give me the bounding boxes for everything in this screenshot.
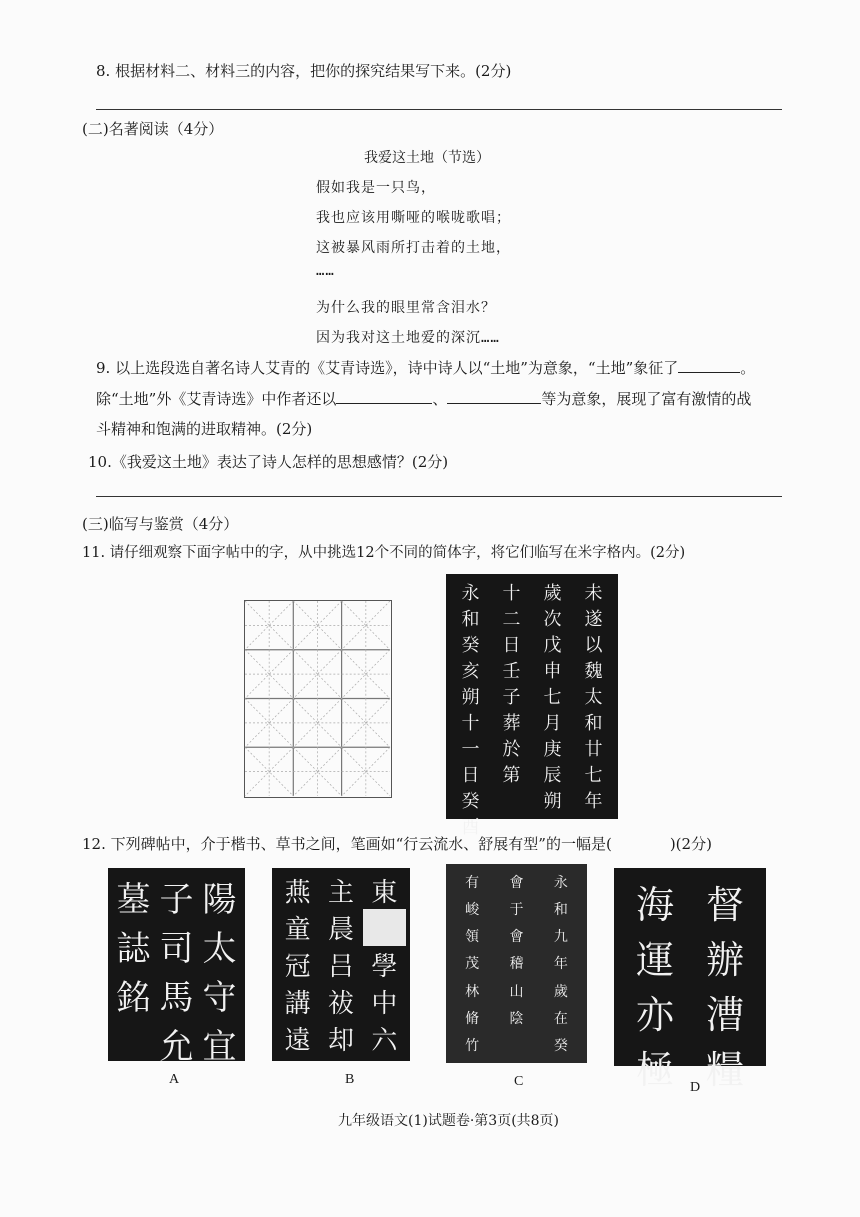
option-a-char: 太	[202, 929, 237, 969]
option-c-char: 永	[553, 874, 568, 891]
option-d-char: 極	[635, 1048, 674, 1092]
option-b-char: 遠	[284, 1026, 311, 1056]
option-c-char: 竹	[465, 1038, 480, 1055]
q9-text-1: 9. 以上选段选自著名诗人艾青的《艾青诗选》，诗中诗人以“土地”为意象，“土地”象征了	[96, 359, 679, 377]
option-b-char: 六	[371, 1026, 398, 1056]
option-b-char: 童	[284, 915, 311, 945]
practice-grid-lines	[245, 601, 390, 796]
poem-line-2: 我也应该用嘶哑的喉咙歌唱；	[316, 210, 511, 226]
question-9-line-3: 斗精神和饱满的进取精神。(2分)	[96, 420, 313, 438]
copybook-char: 年	[584, 791, 603, 812]
page-footer: 九年级语文(1)试题卷·第3页(共8页)	[338, 1113, 560, 1129]
copybook-char: 癸	[461, 791, 480, 812]
q12-answer-slot[interactable]	[612, 835, 670, 849]
option-a-char: 銘	[116, 978, 151, 1018]
q9-sep: 、	[432, 390, 448, 408]
option-c-char	[494, 1032, 538, 1059]
poem-line-6: 因为我对这土地爱的深沉……	[316, 330, 500, 346]
copybook-char: 朔	[461, 687, 480, 708]
copybook-char: 於	[502, 739, 521, 760]
section-3-heading: (三)临写与鉴赏（4分）	[82, 515, 239, 533]
option-a-label: A	[169, 1072, 180, 1087]
copybook-char: 十	[502, 583, 521, 604]
copybook-char: 辰	[543, 765, 562, 786]
q9-text-2b: 等为意象，展现了富有激情的战	[541, 390, 752, 408]
answer-line-10[interactable]	[96, 496, 782, 497]
option-a-char: 誌	[116, 929, 151, 969]
copybook-char: 廿	[584, 739, 603, 760]
option-c-char: 會	[509, 929, 524, 946]
copybook-char: 日	[461, 765, 480, 786]
copybook-char: 酉	[461, 817, 480, 838]
section-2-heading: (二)名著阅读（4分）	[82, 120, 224, 138]
copybook-char: 日	[502, 635, 521, 656]
copybook-char: 以	[584, 635, 603, 656]
option-b-char: 晨	[327, 915, 354, 945]
copybook-char: 魏	[584, 661, 603, 682]
poem-line-5: 为什么我的眼里常含泪水？	[316, 300, 496, 316]
option-c-char: 陰	[509, 1011, 524, 1028]
copybook-char: 次	[543, 609, 562, 630]
option-c-char: 領	[465, 929, 480, 946]
q9-blank-3[interactable]	[447, 389, 541, 404]
option-b-char: 東	[371, 878, 398, 908]
option-c-label: C	[514, 1074, 524, 1089]
q9-blank-1[interactable]	[678, 358, 740, 373]
copybook-char: 遂	[584, 609, 603, 630]
option-c-char: 于	[509, 901, 524, 918]
option-a-char: 墓	[116, 880, 151, 920]
option-d-char: 糧	[705, 1048, 744, 1092]
copybook-char: 二	[502, 609, 521, 630]
copybook-char: 朔	[543, 791, 562, 812]
option-c-char: 林	[465, 983, 480, 1000]
copybook-char: 永	[461, 583, 480, 604]
option-c-char: 山	[509, 983, 524, 1000]
option-a-char: 允	[159, 1027, 194, 1067]
question-9-line-1	[96, 357, 755, 379]
copybook-char: 亥	[461, 661, 480, 682]
option-b-char: 主	[327, 878, 354, 908]
option-a-char: 馬	[159, 978, 194, 1018]
option-d-char: 督	[705, 883, 744, 927]
question-12	[82, 833, 712, 855]
copybook-char: 一	[461, 739, 480, 760]
option-d-image[interactable]	[614, 868, 766, 1092]
option-d-label: D	[690, 1080, 701, 1095]
option-b-label: B	[345, 1072, 355, 1087]
copybook-image	[446, 574, 618, 838]
option-a-char: 子	[159, 880, 194, 920]
question-8: 8. 根据材料二、材料三的内容，把你的探究结果写下来。(2分)	[96, 62, 512, 80]
question-9-line-2	[96, 388, 751, 410]
option-b-char: 吕	[327, 952, 354, 982]
copybook-char: 七	[584, 765, 603, 786]
question-10: 10.《我爱这土地》表达了诗人怎样的思想感情？(2分)	[88, 453, 449, 471]
option-b-image[interactable]	[272, 868, 410, 1061]
option-d-char: 運	[635, 938, 674, 982]
question-11: 11. 请仔细观察下面字帖中的字，从中挑选12个不同的简体字，将它们临写在米字格内。(2分)	[82, 545, 686, 561]
option-b-char	[363, 909, 406, 946]
copybook-char	[491, 787, 532, 813]
option-d-char: 亦	[635, 993, 674, 1037]
poem-line-1: 假如我是一只鸟，	[316, 180, 436, 196]
option-c-char: 有	[465, 874, 480, 891]
q9-text-2a: 除“土地”外《艾青诗选》中作者还以	[96, 390, 337, 408]
copybook-char: 庚	[543, 739, 562, 760]
option-c-char: 年	[553, 956, 568, 973]
option-c-char: 稽	[509, 956, 524, 973]
option-c-char: 茂	[465, 956, 480, 973]
practice-grid[interactable]	[244, 600, 392, 798]
copybook-char: 和	[461, 609, 480, 630]
copybook-char: 葬	[502, 713, 521, 734]
option-d-char: 海	[635, 883, 674, 927]
option-c-image[interactable]	[446, 864, 587, 1063]
q9-blank-2[interactable]	[336, 389, 432, 404]
copybook-char: 第	[502, 765, 521, 786]
option-c-char: 峻	[465, 901, 480, 918]
copybook-char: 和	[584, 713, 603, 734]
option-c-char: 九	[553, 929, 568, 946]
copybook-char: 癸	[461, 635, 480, 656]
option-c-char: 在	[553, 1011, 568, 1028]
copybook-char: 申	[543, 661, 562, 682]
option-a-char: 守	[202, 978, 237, 1018]
option-c-char: 癸	[553, 1038, 568, 1055]
copybook-char: 太	[584, 687, 603, 708]
option-b-char: 冠	[284, 952, 311, 982]
copybook-char: 壬	[502, 661, 521, 682]
copybook-char: 未	[584, 583, 603, 604]
copybook-char: 十	[461, 713, 480, 734]
copybook-char: 七	[543, 687, 562, 708]
option-b-char: 却	[327, 1026, 354, 1056]
poem-line-3: 这被暴风雨所打击着的土地，	[316, 240, 511, 256]
option-c-char: 歲	[553, 983, 568, 1000]
option-a-char	[112, 1019, 155, 1068]
option-c-char: 會	[509, 874, 524, 891]
option-a-char: 司	[159, 929, 194, 969]
option-b-char: 學	[371, 952, 398, 982]
copybook-char: 月	[543, 713, 562, 734]
option-b-char: 祓	[327, 989, 354, 1019]
copybook-char: 戊	[543, 635, 562, 656]
copybook-char: 子	[502, 687, 521, 708]
q9-end-mark: 。	[740, 359, 756, 377]
option-b-char: 講	[284, 989, 311, 1019]
q12-points: )(2分)	[669, 835, 712, 853]
option-a-image[interactable]	[108, 868, 245, 1067]
option-a-char: 宜	[202, 1027, 237, 1067]
option-b-char: 中	[371, 989, 398, 1019]
option-c-char: 和	[553, 901, 568, 918]
poem-title: 我爱这土地（节选）	[364, 150, 490, 166]
option-b-char: 燕	[284, 878, 311, 908]
poem-line-4: ……	[316, 263, 335, 279]
option-c-char: 脩	[465, 1011, 480, 1028]
copybook-char: 歲	[543, 583, 562, 604]
option-a-char: 陽	[202, 880, 237, 920]
answer-line-8[interactable]	[96, 109, 782, 110]
option-d-char: 辦	[705, 938, 744, 982]
q12-text: 12. 下列碑帖中，介于楷书、草书之间，笔画如“行云流水、舒展有型”的一幅是(	[82, 835, 612, 853]
option-d-char: 漕	[705, 993, 744, 1037]
